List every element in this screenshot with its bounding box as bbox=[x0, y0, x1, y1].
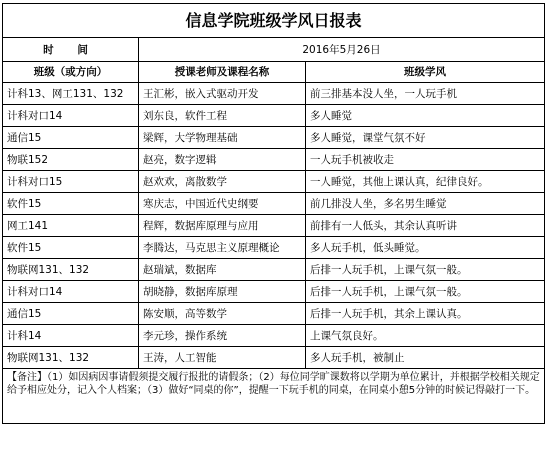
style-cell: 多人玩手机，被制止 bbox=[306, 347, 545, 369]
teacher-cell: 胡晓静，数据库原理 bbox=[139, 281, 306, 303]
teacher-cell: 陈安顺，高等数学 bbox=[139, 303, 306, 325]
style-cell: 后排一人玩手机，上课气氛一般。 bbox=[306, 259, 545, 281]
header-row bbox=[3, 62, 545, 83]
style-cell: 上课气氛良好。 bbox=[306, 325, 545, 347]
time-row bbox=[3, 38, 545, 62]
style-cell: 后排一人玩手机，其余上课认真。 bbox=[306, 303, 545, 325]
style-cell: 前三排基本没人坐，一人玩手机 bbox=[306, 83, 545, 105]
table-row bbox=[3, 215, 545, 237]
class-cell: 通信15 bbox=[3, 127, 139, 149]
teacher-cell: 梁辉，大学物理基础 bbox=[139, 127, 306, 149]
class-cell: 计科对口14 bbox=[3, 281, 139, 303]
teacher-cell: 王涛，人工智能 bbox=[139, 347, 306, 369]
title-row bbox=[3, 4, 545, 38]
table-row bbox=[3, 105, 545, 127]
time-label: 时 间 bbox=[3, 38, 139, 62]
class-cell: 软件15 bbox=[3, 193, 139, 215]
style-cell: 后排一人玩手机，上课气氛一般。 bbox=[306, 281, 545, 303]
report-table bbox=[2, 3, 545, 424]
report-date: 2016年5月26日 bbox=[139, 38, 545, 62]
class-cell: 物联网131、132 bbox=[3, 259, 139, 281]
style-cell: 前排有一人低头，其余认真听讲 bbox=[306, 215, 545, 237]
class-cell: 物联网131、132 bbox=[3, 347, 139, 369]
table-row bbox=[3, 193, 545, 215]
table-row bbox=[3, 83, 545, 105]
teacher-cell: 刘东良，软件工程 bbox=[139, 105, 306, 127]
teacher-cell: 赵欢欢，离散数学 bbox=[139, 171, 306, 193]
note-text: 【备注】（1）如因病因事请假须提交履行报批的请假条；（2）每位同学旷课数将以学期为单位累计，并根据学校相关规定给予相应处分，记入个人档案；（3）做好“同桌的你”，提醒一下玩手机的同桌，在同桌小憩5分钟的时候记得敲打一下。 bbox=[3, 369, 545, 424]
style-cell: 一人玩手机被收走 bbox=[306, 149, 545, 171]
teacher-cell: 寒庆志，中国近代史纲要 bbox=[139, 193, 306, 215]
table-row bbox=[3, 171, 545, 193]
note-row bbox=[3, 369, 545, 424]
class-cell: 网工141 bbox=[3, 215, 139, 237]
teacher-cell: 赵瑞斌，数据库 bbox=[139, 259, 306, 281]
teacher-cell: 王汇彬，嵌入式驱动开发 bbox=[139, 83, 306, 105]
table-row bbox=[3, 347, 545, 369]
table-row bbox=[3, 149, 545, 171]
table-row bbox=[3, 281, 545, 303]
table-row bbox=[3, 259, 545, 281]
table-row bbox=[3, 325, 545, 347]
class-cell: 物联152 bbox=[3, 149, 139, 171]
table-row bbox=[3, 237, 545, 259]
header-style: 班级学风 bbox=[306, 62, 545, 83]
class-cell: 通信15 bbox=[3, 303, 139, 325]
header-teacher-course: 授课老师及课程名称 bbox=[139, 62, 306, 83]
teacher-cell: 程辉，数据库原理与应用 bbox=[139, 215, 306, 237]
style-cell: 多人玩手机，低头睡觉。 bbox=[306, 237, 545, 259]
class-cell: 计科13、网工131、132 bbox=[3, 83, 139, 105]
report-title: 信息学院班级学风日报表 bbox=[3, 4, 545, 38]
teacher-cell: 李腾达，马克思主义原理概论 bbox=[139, 237, 306, 259]
table-row bbox=[3, 127, 545, 149]
class-cell: 计科14 bbox=[3, 325, 139, 347]
style-cell: 多人睡觉，课堂气氛不好 bbox=[306, 127, 545, 149]
teacher-cell: 李元珍，操作系统 bbox=[139, 325, 306, 347]
style-cell: 多人睡觉 bbox=[306, 105, 545, 127]
table-row bbox=[3, 303, 545, 325]
class-cell: 软件15 bbox=[3, 237, 139, 259]
report-sheet bbox=[2, 3, 544, 455]
class-cell: 计科对口15 bbox=[3, 171, 139, 193]
header-class: 班级（或方向） bbox=[3, 62, 139, 83]
teacher-cell: 赵亮，数字逻辑 bbox=[139, 149, 306, 171]
style-cell: 一人睡觉，其他上课认真，纪律良好。 bbox=[306, 171, 545, 193]
class-cell: 计科对口14 bbox=[3, 105, 139, 127]
style-cell: 前几排没人坐，多名男生睡觉 bbox=[306, 193, 545, 215]
